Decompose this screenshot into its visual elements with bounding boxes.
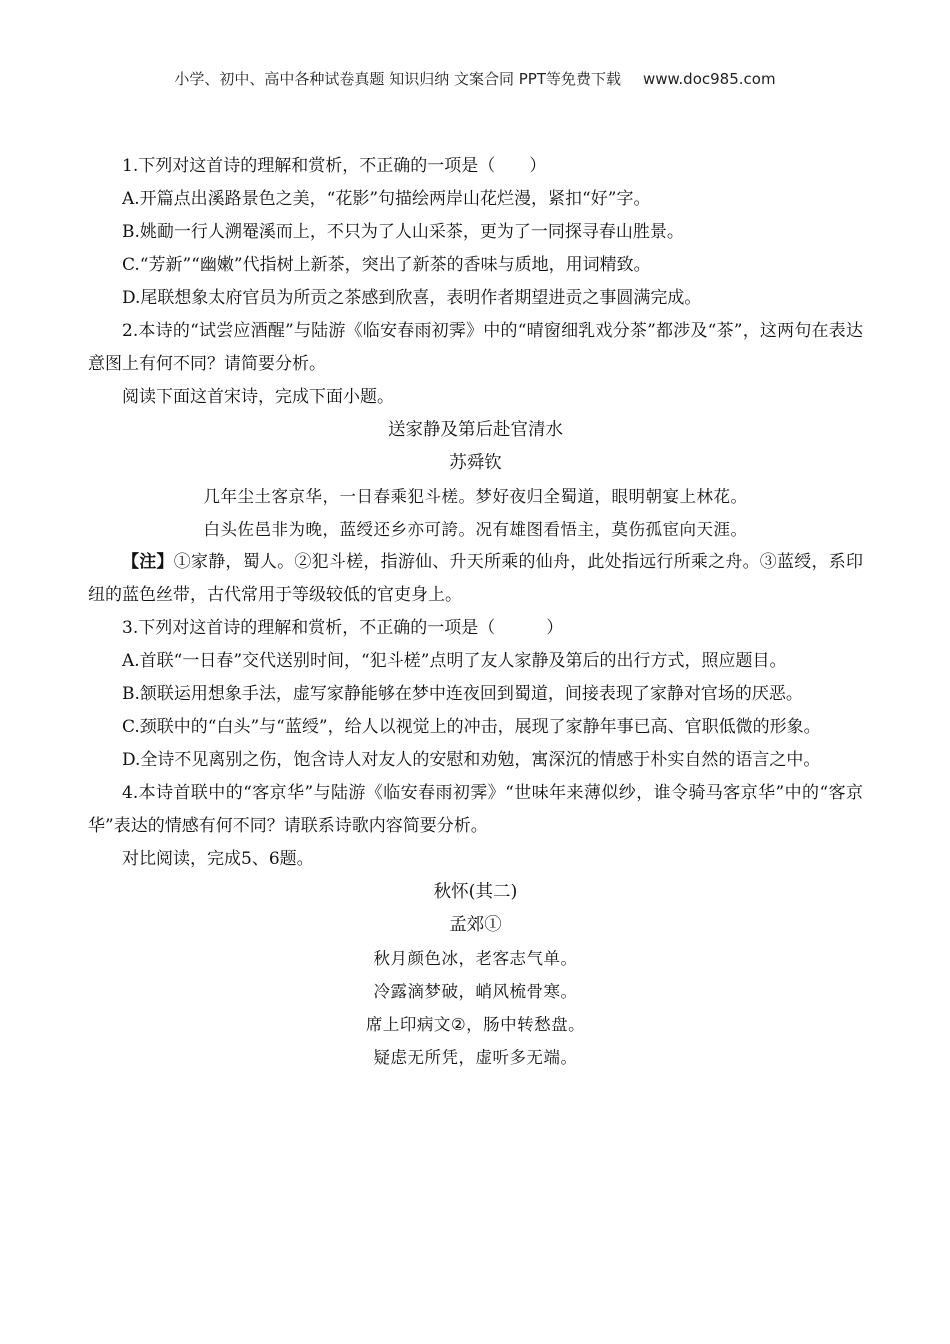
header-text: 小学、初中、高中各种试卷真题 知识归纳 文案合同 PPT等免费下载 [174, 70, 621, 88]
page-header [0, 68, 950, 89]
question-1-option-a: A.开篇点出溪路景色之美，“花影”句描绘两岸山花烂漫，紧扣“好”字。 [122, 189, 651, 209]
poem-3-line-3: 席上印病文②，肠中转愁盘。 [365, 1015, 586, 1034]
question-1-option-b: B.姚勔一行人溯罨溪而上，不只为了人山采茶，更为了一同探寻春山胜景。 [122, 222, 684, 242]
question-4-stem: 4.本诗首联中的“客京华”与陆游《临安春雨初霁》“世味年来薄似纱，谁令骑马客京华”中的“客京华”表达的情感有何不同？请联系诗歌内容简要分析。 [88, 783, 863, 836]
question-1-option-c: C.“芳新”“幽嫩”代指树上新茶，突出了新茶的香味与质地，用词精致。 [122, 255, 651, 275]
poem-3-line-4: 疑虑无所凭，虚听多无端。 [373, 1048, 578, 1067]
reading-intro-3: 对比阅读，完成5、6题。 [122, 849, 314, 869]
note-text: ①家静，蜀人。②犯斗槎，指游仙、升天所乘的仙舟，此处指远行所乘之舟。③蓝绶，系印纽的蓝色丝带，古代常用于等级较低的官吏身上。 [88, 552, 864, 605]
question-3-option-b: B.颔联运用想象手法，虚写家静能够在梦中连夜回到蜀道，间接表现了家静对官场的厌恶。 [122, 684, 803, 704]
question-3-stem: 3.下列对这首诗的理解和赏析，不正确的一项是（ ） [122, 618, 564, 638]
question-3-option-d: D.全诗不见离别之伤，饱含诗人对友人的安慰和劝勉，寓深沉的情感于朴实自然的语言之中。 [122, 750, 821, 770]
poem-3-line-2: 冷露滴梦破，峭风梳骨寒。 [373, 982, 578, 1001]
poem-2-title: 送家静及第后赴官清水 [388, 420, 563, 440]
poem-2-note [88, 546, 863, 612]
document-body [88, 150, 863, 1074]
poem-3-line-1: 秋月颜色冰，老客志气单。 [373, 949, 578, 968]
question-1-option-d: D.尾联想象太府官员为所贡之茶感到欣喜，表明作者期望进贡之事圆满完成。 [122, 288, 702, 308]
poem-3-title: 秋怀(其二) [433, 882, 518, 902]
question-3-option-a: A.首联“一日春”交代送别时间，“犯斗槎”点明了友人家静及第后的出行方式，照应题目。 [122, 651, 787, 671]
question-1-stem: 1.下列对这首诗的理解和赏析，不正确的一项是（ ） [122, 156, 547, 176]
poem-2-line-1: 几年尘土客京华，一日春乘犯斗槎。梦好夜归全蜀道，眼明朝宴上林花。 [203, 487, 748, 506]
question-2-stem: 2.本诗的“试尝应酒醒”与陆游《临安春雨初霁》中的“晴窗细乳戏分茶”都涉及“茶”，这两句在表达意图上有何不同？请简要分析。 [88, 321, 863, 374]
question-3-option-c: C.颈联中的“白头”与“蓝绶”，给人以视觉上的冲击，展现了家静年事已高、官职低微的形象。 [122, 717, 821, 737]
note-label: 【注】 [122, 552, 174, 572]
poem-2-line-2: 白头佐邑非为晚，蓝绶还乡亦可誇。况有雄图看悟主，莫伤孤宦向天涯。 [203, 520, 748, 539]
header-site: www.doc985.com [642, 70, 776, 88]
poem-3-author: 孟郊① [449, 915, 502, 935]
poem-2-author: 苏舜钦 [449, 453, 502, 473]
reading-intro-2: 阅读下面这首宋诗，完成下面小题。 [122, 387, 394, 407]
